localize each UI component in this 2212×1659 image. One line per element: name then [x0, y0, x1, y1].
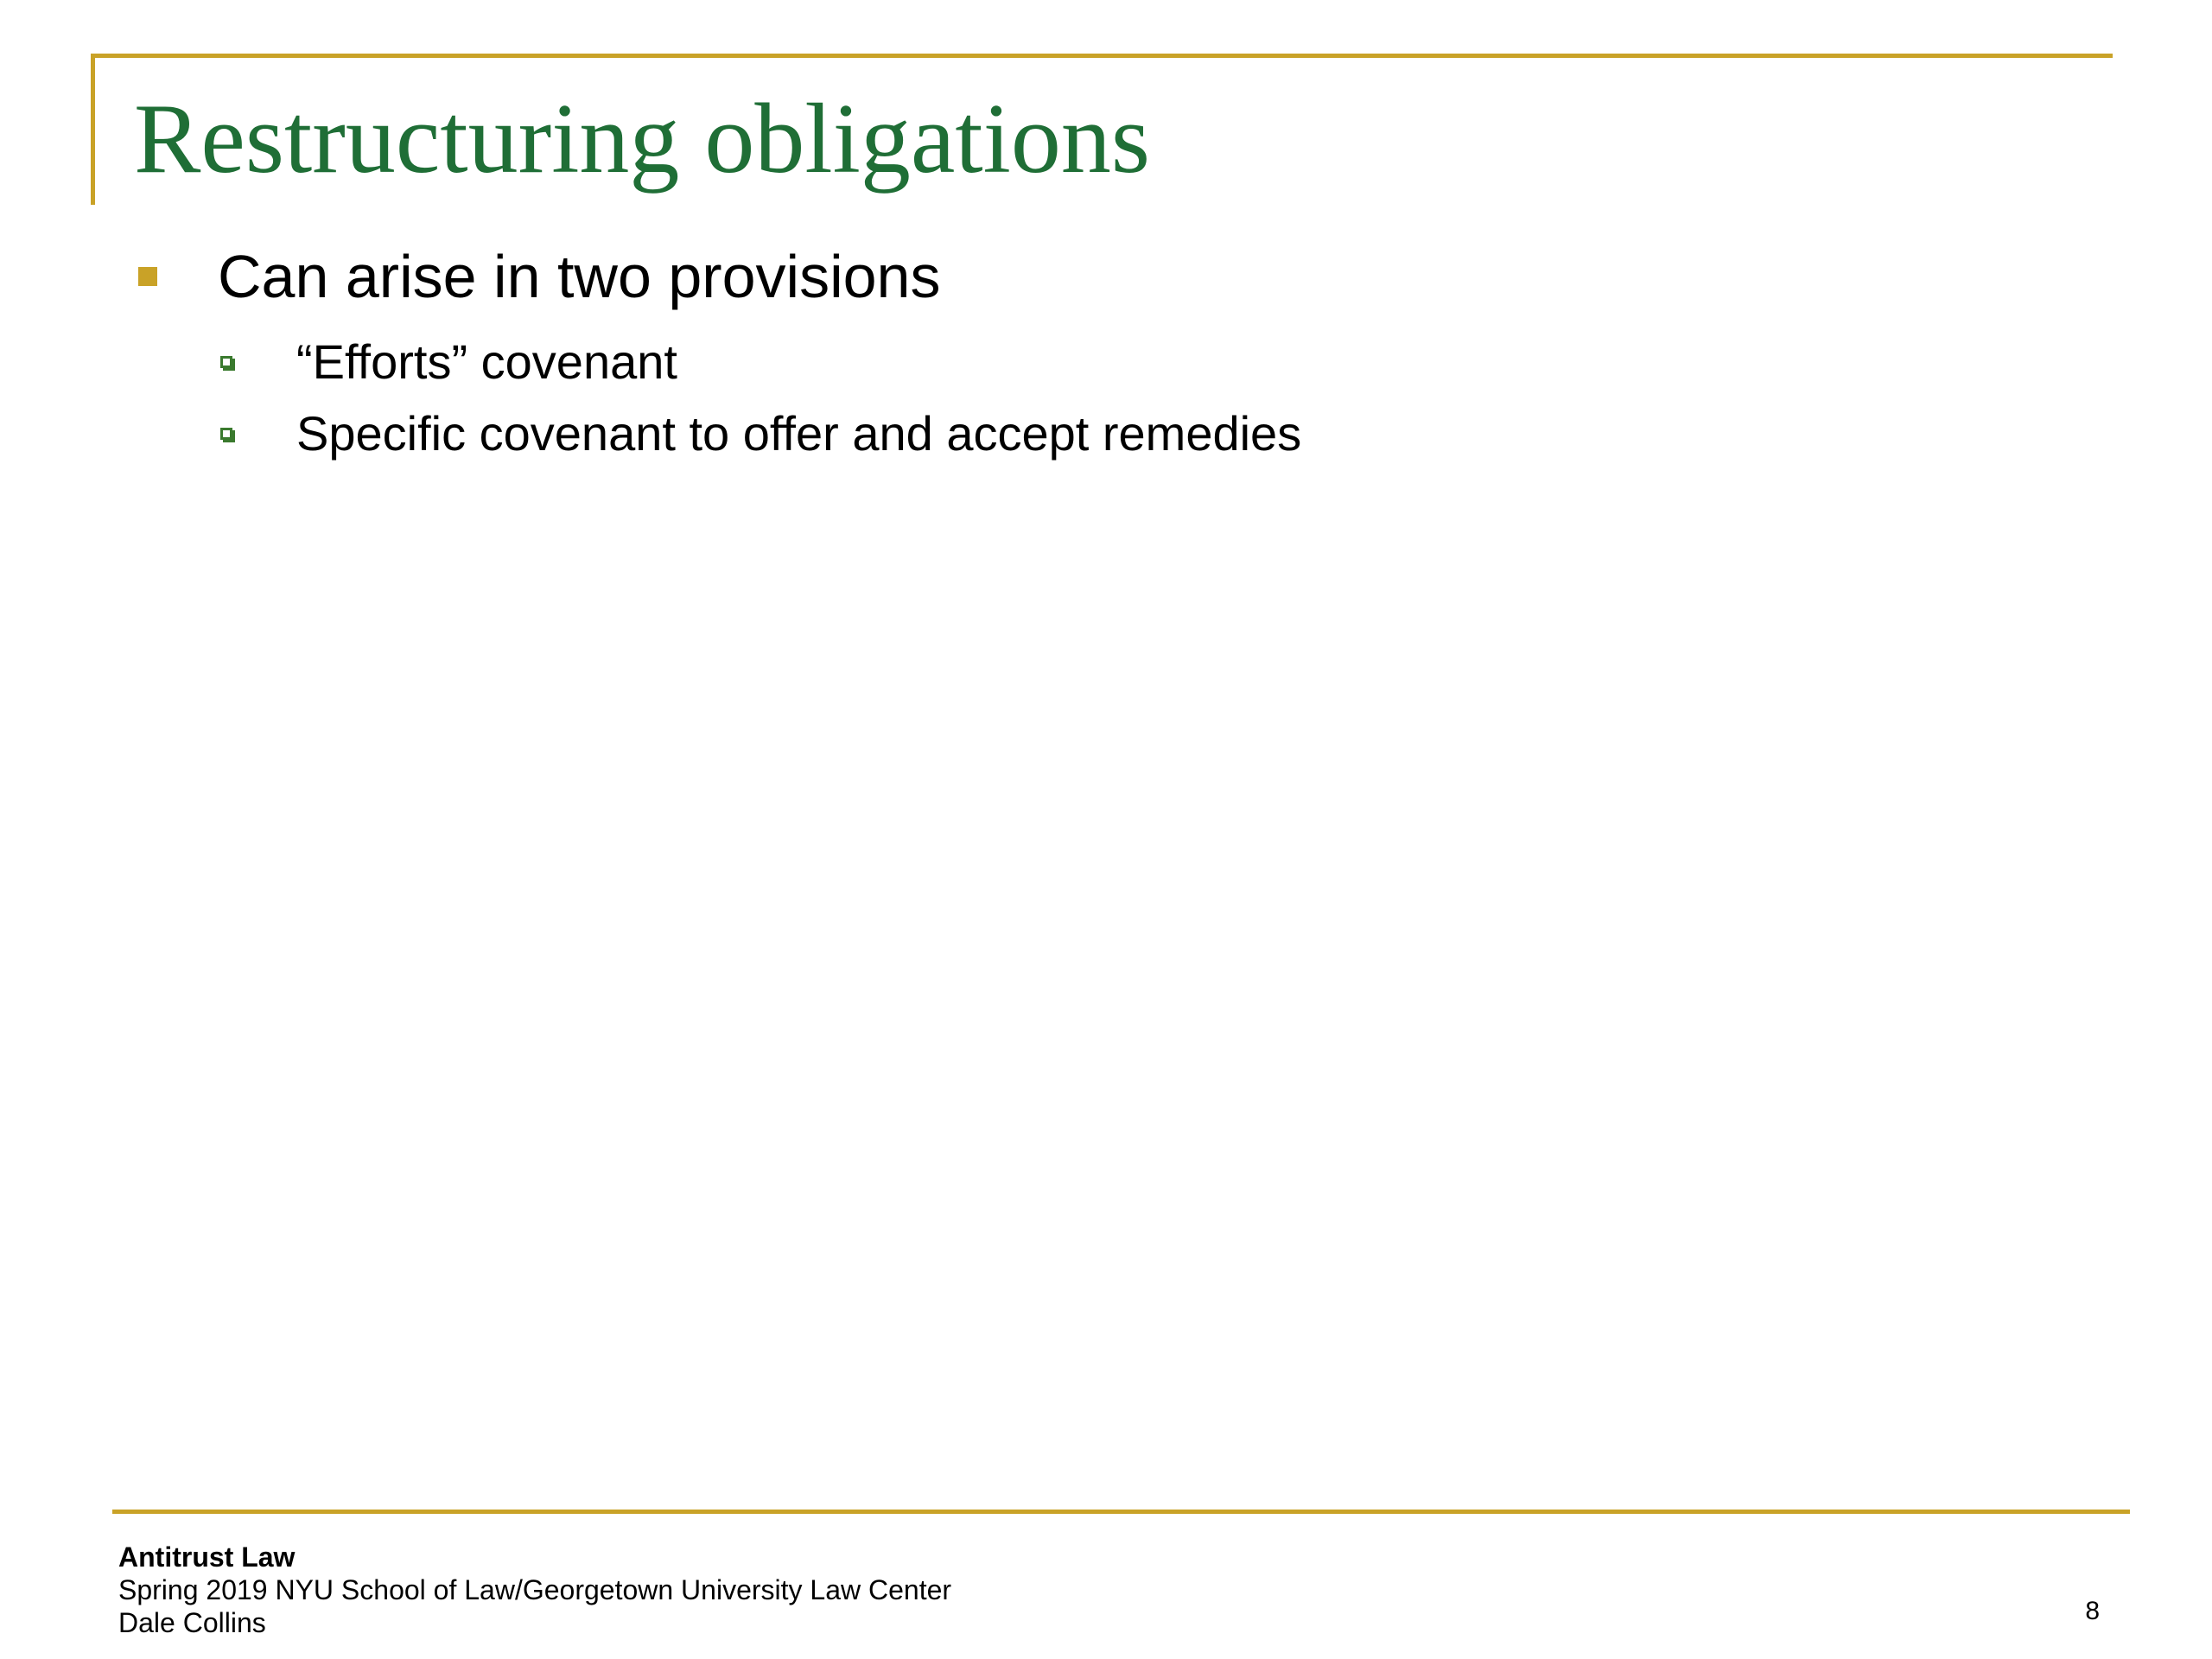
sub-bullet-text: “Efforts” covenant — [296, 334, 677, 389]
footer-rule — [112, 1510, 2130, 1514]
slide-footer — [118, 1541, 951, 1639]
square-bullet-icon — [138, 267, 157, 286]
hollow-square-bullet-icon — [220, 356, 232, 368]
title-left-rule — [91, 54, 95, 205]
footer-author: Dale Collins — [118, 1607, 266, 1638]
hollow-square-bullet-icon — [220, 428, 232, 440]
slide-title: Restructuring obligations — [134, 84, 1150, 194]
bullet-item-level2 — [220, 333, 677, 391]
bullet-text: Can arise in two provisions — [218, 243, 941, 310]
page-number: 8 — [2085, 1597, 2100, 1625]
footer-term-institutions: Spring 2019 NYU School of Law/Georgetown University Law Center — [118, 1574, 952, 1605]
title-top-rule — [91, 54, 2113, 58]
bullet-item-level1 — [138, 240, 940, 313]
bullet-item-level2 — [220, 404, 1301, 462]
sub-bullet-text: Specific covenant to offer and accept remedies — [296, 406, 1302, 461]
footer-course-title: Antitrust Law — [118, 1541, 296, 1573]
